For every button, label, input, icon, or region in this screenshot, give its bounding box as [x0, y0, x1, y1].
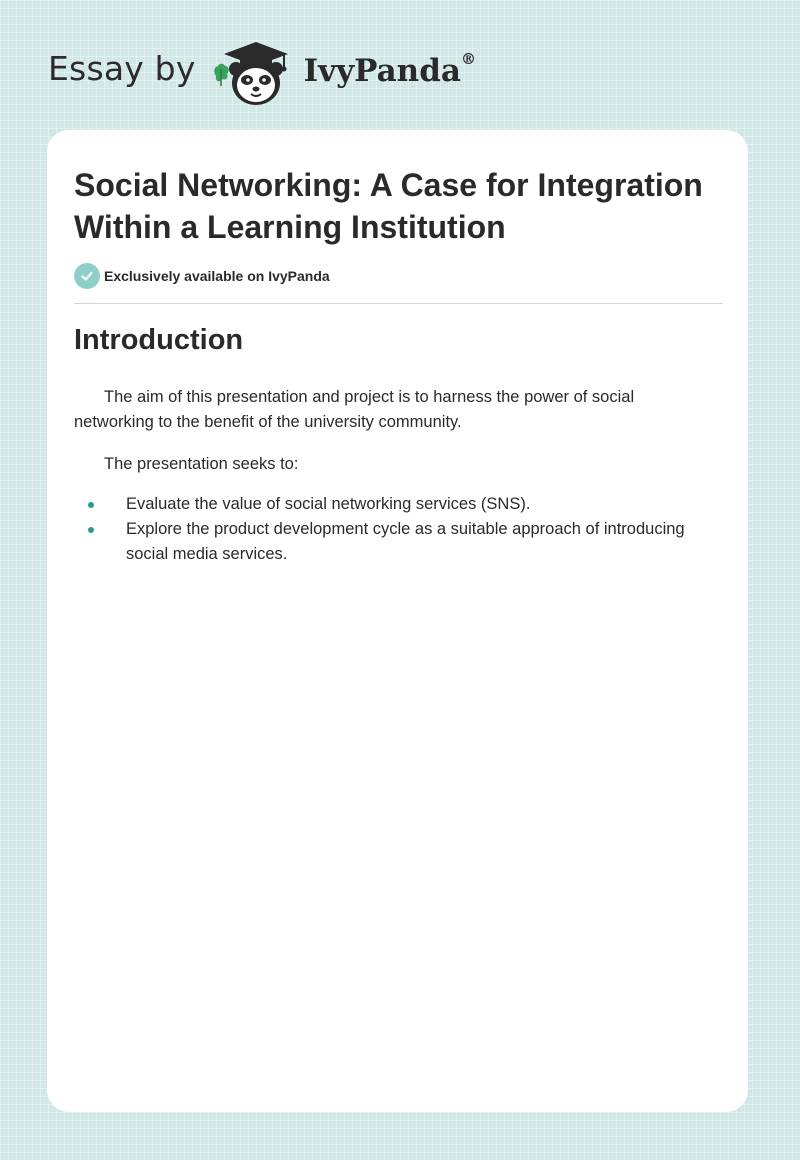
list-item-text: Evaluate the value of social networking services (SNS).	[126, 495, 531, 513]
bullet-list	[74, 492, 714, 567]
exclusive-badge	[74, 263, 330, 289]
brand-name[interactable]: IvyPanda®	[303, 49, 476, 89]
divider	[74, 303, 723, 304]
paragraph: The presentation seeks to:	[104, 455, 299, 473]
registered-mark: ®	[460, 49, 476, 68]
list-item	[74, 517, 714, 567]
essay-card	[47, 130, 748, 1112]
check-circle-icon	[74, 263, 100, 289]
bullet-dot-icon	[88, 502, 94, 508]
bullet-dot-icon	[88, 527, 94, 533]
badge-label: Exclusively available on IvyPanda	[104, 268, 330, 284]
paragraph: The aim of this presentation and project is to harness the power of social networking to the benefit of the university community.	[74, 388, 635, 431]
section-heading: Introduction	[74, 324, 244, 356]
list-item	[74, 492, 714, 517]
essay-by-label: Essay by	[48, 48, 196, 88]
ivypanda-panda-logo-icon[interactable]	[210, 36, 302, 108]
site-header	[48, 36, 476, 108]
essay-title: Social Networking: A Case for Integration Within a Learning Institution	[74, 167, 703, 245]
list-item-text: Explore the product development cycle as a suitable approach of introducing social media services.	[126, 520, 685, 563]
